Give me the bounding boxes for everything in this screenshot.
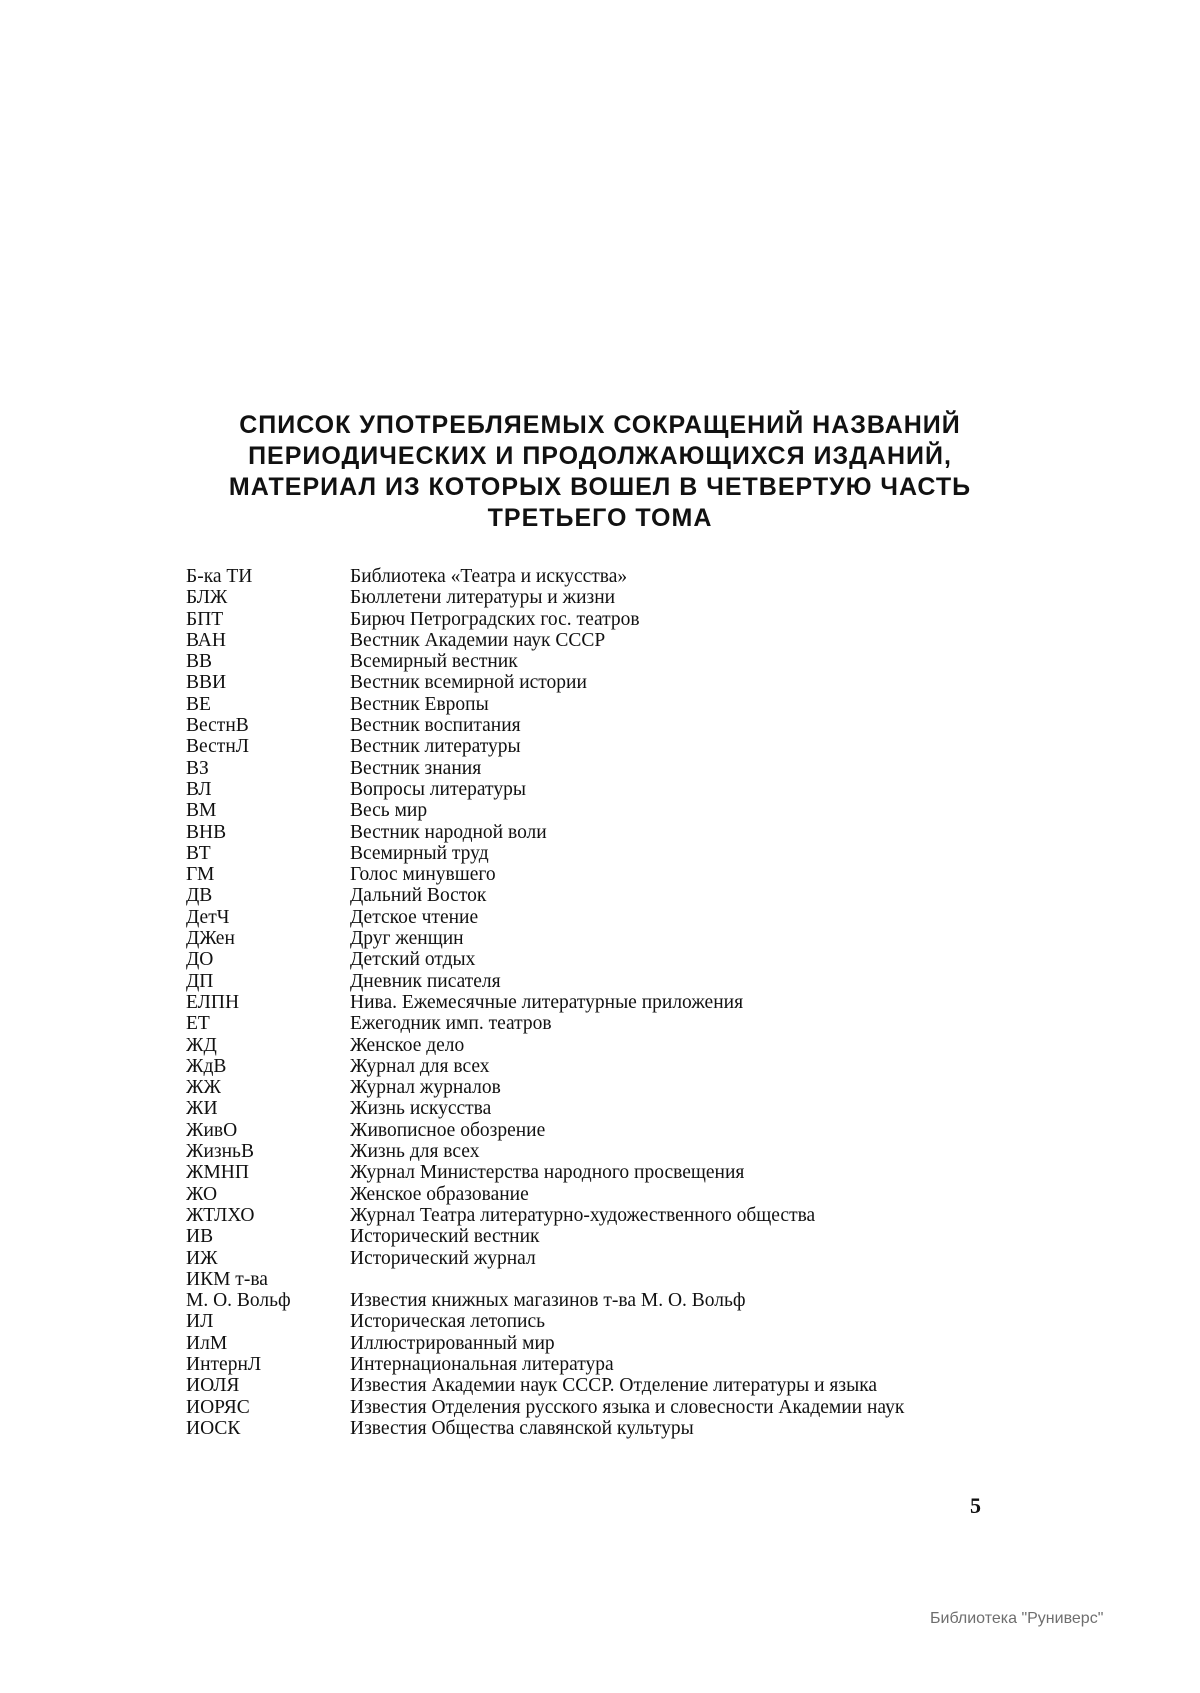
full-title: Детское чтение <box>350 906 479 928</box>
abbreviation: ГМ <box>186 864 215 886</box>
abbreviation: Б-ка ТИ <box>186 566 253 587</box>
abbreviation-list <box>186 566 996 1439</box>
full-title: Голос минувшего <box>350 864 496 886</box>
full-title: Нива. Ежемесячные литературные приложения <box>350 991 744 1013</box>
full-title: Детский отдых <box>350 949 476 971</box>
full-title: Дневник писателя <box>350 970 501 992</box>
table-row <box>186 566 996 587</box>
full-title: Вестник воспитания <box>350 715 521 737</box>
abbreviation: ЖТЛХО <box>186 1204 255 1226</box>
table-row <box>186 1162 996 1183</box>
full-title: Историческая летопись <box>350 1311 546 1333</box>
table-row <box>186 1354 996 1375</box>
table-row <box>186 736 996 757</box>
abbreviation: ЖД <box>186 1034 217 1056</box>
abbreviation: ВЗ <box>186 757 209 779</box>
full-title: Живописное обозрение <box>350 1119 546 1141</box>
full-title: Исторический вестник <box>350 1226 540 1248</box>
full-title: Вестник литературы <box>350 736 521 758</box>
full-title: Вестник Академии наук СССР <box>350 629 606 651</box>
abbreviation: ДетЧ <box>186 906 230 928</box>
abbreviation: ВестнВ <box>186 715 249 737</box>
table-row <box>186 715 996 736</box>
full-title: Вестник Европы <box>350 693 489 715</box>
abbreviation: ИКМ т-ва <box>186 1268 268 1290</box>
table-row <box>186 1418 996 1439</box>
full-title: Бирюч Петроградских гос. театров <box>350 608 640 630</box>
full-title: Друг женщин <box>350 928 464 950</box>
table-row <box>186 1056 996 1077</box>
full-title: Известия Общества славянской культуры <box>350 1417 694 1439</box>
table-row <box>186 1120 996 1141</box>
table-row <box>186 672 996 693</box>
full-title: Иллюстрированный мир <box>350 1332 555 1354</box>
table-row <box>186 1375 996 1396</box>
table-row <box>186 1311 996 1332</box>
table-row <box>186 971 996 992</box>
table-row <box>186 992 996 1013</box>
abbreviation: ДП <box>186 970 214 992</box>
table-row <box>186 800 996 821</box>
table-row <box>186 1184 996 1205</box>
full-title: Вопросы литературы <box>350 778 526 800</box>
abbreviation: ВНВ <box>186 821 227 843</box>
table-row <box>186 1013 996 1034</box>
table-row <box>186 1333 996 1354</box>
table-row <box>186 1290 996 1311</box>
abbreviation: ДЖен <box>186 928 235 950</box>
abbreviation: ИЖ <box>186 1247 218 1269</box>
abbreviation: ЖдВ <box>186 1055 227 1077</box>
full-title: Библиотека «Театра и искусства» <box>350 566 628 587</box>
abbreviation: ВТ <box>186 842 211 864</box>
table-row <box>186 1248 996 1269</box>
table-row <box>186 630 996 651</box>
abbreviation: ИОЛЯ <box>186 1375 240 1397</box>
abbreviation: ИОСК <box>186 1417 241 1439</box>
abbreviation: ИлМ <box>186 1332 228 1354</box>
full-title: Известия Академии наук СССР. Отделение литературы и языка <box>350 1375 878 1397</box>
full-title: Жизнь искусства <box>350 1098 492 1120</box>
full-title: Вестник знания <box>350 757 482 779</box>
full-title: Ежегодник имп. театров <box>350 1013 552 1035</box>
abbreviation: М. О. Вольф <box>186 1290 291 1312</box>
abbreviation: ВВИ <box>186 672 227 694</box>
abbreviation: ЕЛПН <box>186 991 240 1013</box>
full-title: Всемирный вестник <box>350 651 518 673</box>
abbreviation: ВЕ <box>186 693 211 715</box>
full-title: Всемирный труд <box>350 842 489 864</box>
full-title: Известия Отделения русского языка и словесности Академии наук <box>350 1396 905 1418</box>
abbreviation: ЖМНП <box>186 1162 249 1184</box>
full-title: Вестник всемирной истории <box>350 672 587 694</box>
table-row <box>186 758 996 779</box>
title-line: СПИСОК УПОТРЕБЛЯЕМЫХ СОКРАЩЕНИЙ НАЗВАНИЙ <box>239 411 961 439</box>
abbreviation: ЕТ <box>186 1013 210 1035</box>
abbreviation: ИВ <box>186 1226 214 1248</box>
abbreviation: ВЛ <box>186 778 212 800</box>
table-row <box>186 1077 996 1098</box>
abbreviation: ИОРЯС <box>186 1396 250 1418</box>
abbreviation: БЛЖ <box>186 587 228 609</box>
table-row <box>186 1098 996 1119</box>
full-title: Дальний Восток <box>350 885 487 907</box>
full-title: Бюллетени литературы и жизни <box>350 587 616 609</box>
table-row <box>186 651 996 672</box>
abbreviation: ВВ <box>186 651 213 673</box>
abbreviation: ВМ <box>186 800 217 822</box>
abbreviation: ЖЖ <box>186 1077 221 1099</box>
table-row <box>186 843 996 864</box>
abbreviation: ЖивО <box>186 1119 238 1141</box>
abbreviation: ДО <box>186 949 214 971</box>
table-row <box>186 779 996 800</box>
full-title: Вестник народной воли <box>350 821 547 843</box>
table-row <box>186 864 996 885</box>
full-title: Жизнь для всех <box>350 1141 480 1163</box>
table-row <box>186 694 996 715</box>
full-title: Журнал Министерства народного просвещения <box>350 1162 745 1184</box>
abbreviation: ЖизньВ <box>186 1141 254 1163</box>
table-row <box>186 928 996 949</box>
title-line: ТРЕТЬЕГО ТОМА <box>487 504 713 532</box>
full-title: Исторический журнал <box>350 1247 536 1269</box>
library-watermark: Библиотека "Руниверс" <box>930 1610 1104 1627</box>
full-title: Интернациональная литература <box>350 1353 614 1375</box>
abbreviation: ДВ <box>186 885 213 907</box>
full-title <box>350 1269 996 1290</box>
abbreviation: ВАН <box>186 629 226 651</box>
table-row <box>186 609 996 630</box>
table-row <box>186 1269 996 1290</box>
table-row <box>186 587 996 608</box>
table-row <box>186 1397 996 1418</box>
title-line: ПЕРИОДИЧЕСКИХ И ПРОДОЛЖАЮЩИХСЯ ИЗДАНИЙ, <box>248 442 952 470</box>
full-title: Известия книжных магазинов т-ва М. О. Вольф <box>350 1290 746 1312</box>
table-row <box>186 1141 996 1162</box>
table-row <box>186 907 996 928</box>
table-row <box>186 949 996 970</box>
abbreviation: ЖО <box>186 1183 218 1205</box>
table-row <box>186 885 996 906</box>
full-title: Весь мир <box>350 800 428 822</box>
abbreviation: ИЛ <box>186 1311 214 1333</box>
full-title: Женское дело <box>350 1034 465 1056</box>
abbreviation: ЖИ <box>186 1098 218 1120</box>
abbreviation: ВестнЛ <box>186 736 249 758</box>
full-title: Журнал Театра литературно-художественного общества <box>350 1204 816 1226</box>
full-title: Журнал для всех <box>350 1055 490 1077</box>
full-title: Женское образование <box>350 1183 529 1205</box>
table-row <box>186 1226 996 1247</box>
full-title: Журнал журналов <box>350 1077 501 1099</box>
table-row <box>186 1205 996 1226</box>
table-row <box>186 1035 996 1056</box>
abbreviation: ИнтернЛ <box>186 1353 262 1375</box>
table-row <box>186 822 996 843</box>
page-number: 5 <box>970 1493 981 1518</box>
abbreviation: БПТ <box>186 608 224 630</box>
page-title <box>150 410 1050 534</box>
title-line: МАТЕРИАЛ ИЗ КОТОРЫХ ВОШЕЛ В ЧЕТВЕРТУЮ ЧАСТЬ <box>228 473 972 501</box>
